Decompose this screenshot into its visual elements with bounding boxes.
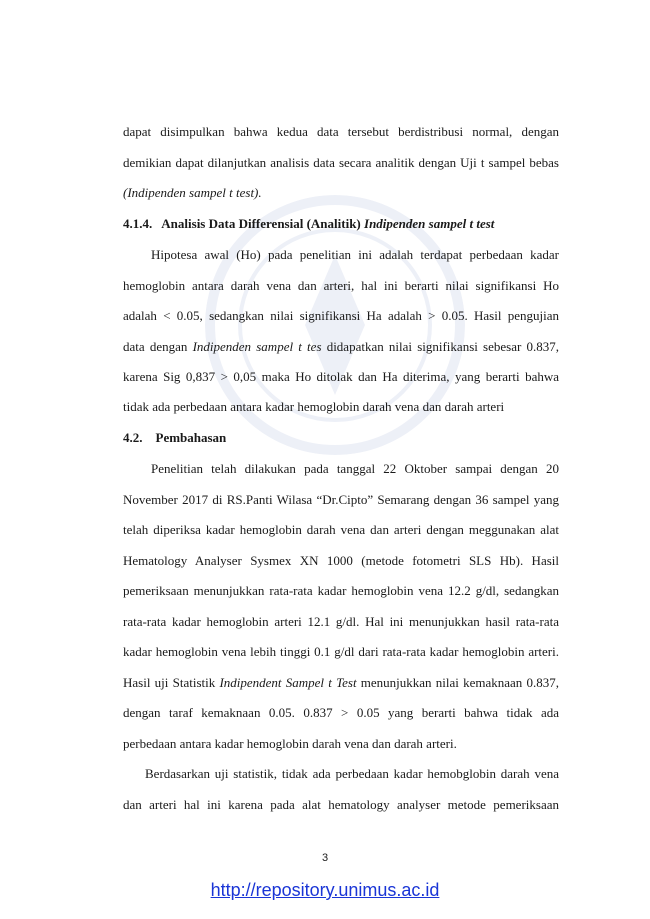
- paragraph-line: November 2017 di RS.Panti Wilasa “Dr.Cipto” Semarang dengan 36 sampel yang: [123, 492, 559, 507]
- paragraph-line: [123, 339, 559, 355]
- section-title: Analisis Data Differensial (Analitik): [161, 216, 361, 231]
- paragraph-line: (Indipenden sampel t test).: [123, 185, 262, 200]
- paragraph-line: telah diperiksa kadar hemoglobin darah vena dan arteri dengan meggunakan alat: [123, 522, 559, 537]
- section-number: 4.1.4.: [123, 216, 153, 231]
- paragraph-line: [123, 675, 559, 691]
- paragraph-line: dapat disimpulkan bahwa kedua data tersebut berdistribusi normal, dengan: [123, 124, 559, 139]
- section-number: 4.2.: [123, 430, 143, 445]
- paragraph-line: pemeriksaan menunjukkan rata-rata kadar hemoglobin vena 12.2 g/dl, sedangkan: [123, 583, 559, 598]
- text-run: didapatkan nilai signifikansi sebesar 0.837,: [326, 339, 559, 354]
- paragraph-line: Hipotesa awal (Ho) pada penelitian ini adalah terdapat perbedaan kadar: [151, 247, 559, 262]
- text-run-italic: Indipenden sampel t tes: [192, 339, 322, 354]
- paragraph-line: Hematology Analyser Sysmex XN 1000 (metode fotometri SLS Hb). Hasil: [123, 553, 559, 568]
- section-heading-4-1-4: [123, 216, 559, 232]
- section-heading-4-2: [123, 430, 559, 446]
- section-title: Pembahasan: [155, 430, 227, 445]
- paragraph-line: hemoglobin antara darah vena dan arteri, hal ini berarti nilai signifikansi Ho: [123, 278, 559, 293]
- paragraph-line: dan arteri hal ini karena pada alat hematology analyser metode pemeriksaan: [123, 797, 559, 812]
- section-title-italic: Indipenden sampel t test: [364, 216, 495, 231]
- paragraph-line: demikian dapat dilanjutkan analisis data secara analitik dengan Uji t sampel bebas: [123, 155, 559, 170]
- paragraph-line: Penelitian telah dilakukan pada tanggal 22 Oktober sampai dengan 20: [151, 461, 559, 476]
- paragraph-line: Berdasarkan uji statistik, tidak ada perbedaan kadar hemobglobin darah vena: [145, 766, 559, 781]
- text-run: Hasil uji Statistik: [123, 675, 216, 690]
- university-seal-watermark: [205, 195, 465, 455]
- paragraph-line: kadar hemoglobin vena lebih tinggi 0.1 g/dl dari rata-rata kadar hemoglobin arteri.: [123, 644, 559, 659]
- repository-link[interactable]: http://repository.unimus.ac.id: [210, 880, 440, 900]
- text-run: menunjukkan nilai kemaknaan 0.837,: [360, 675, 559, 690]
- text-run-italic: Indipendent Sampel t Test: [219, 675, 357, 690]
- paragraph-line: rata-rata kadar hemoglobin arteri 12.1 g/dl. Hal ini menunjukkan hasil rata-rata: [123, 614, 559, 629]
- paragraph-line: dengan taraf kemaknaan 0.05. 0.837 > 0.05 yang berarti bahwa tidak ada: [123, 705, 559, 720]
- text-run: data dengan: [123, 339, 188, 354]
- paragraph-line: perbedaan antara kadar hemoglobin darah vena dan darah arteri.: [123, 736, 457, 751]
- paragraph-line: tidak ada perbedaan antara kadar hemoglobin darah vena dan darah arteri: [123, 399, 505, 414]
- paragraph-line: adalah < 0.05, sedangkan nilai signifikansi Ha adalah > 0.05. Hasil pengujian: [123, 308, 559, 323]
- page-number: 3: [321, 852, 329, 864]
- paragraph-line: karena Sig 0,837 > 0,05 maka Ho ditolak dan Ha diterima, yang berarti bahwa: [123, 369, 559, 384]
